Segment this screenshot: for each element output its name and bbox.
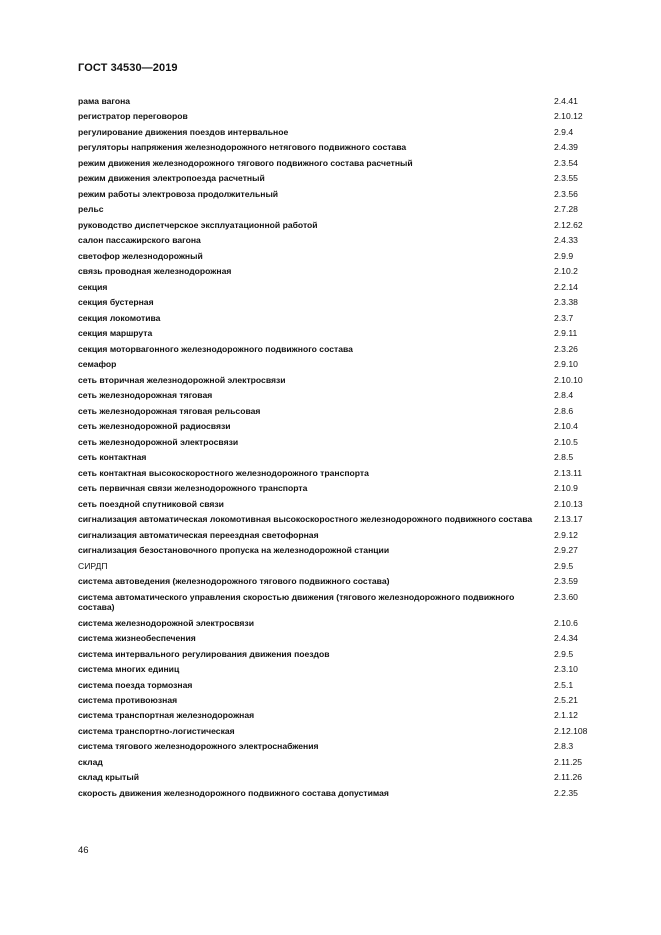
entry-term: секция xyxy=(78,281,108,292)
entry-term: система интервального регулирования движения поездов xyxy=(78,648,330,659)
index-entry xyxy=(78,710,598,721)
entry-term: сеть железнодорожная тяговая xyxy=(78,390,213,401)
entry-term: система противоюзная xyxy=(78,695,178,705)
index-entry xyxy=(78,649,598,660)
entry-term: секция маршрута xyxy=(78,328,153,339)
entry-term: сигнализация автоматическая переездная светофорная xyxy=(78,529,319,540)
index-entry xyxy=(78,483,598,494)
entry-term: система многих единиц xyxy=(78,664,180,675)
entry-reference: 2.4.33 xyxy=(554,235,578,246)
entry-term: сеть железнодорожной электросвязи xyxy=(78,436,239,447)
entry-reference: 2.9.9 xyxy=(554,250,574,261)
entry-reference: 2.2.35 xyxy=(554,787,578,798)
entry-term: сеть первичная связи железнодорожного транспорта xyxy=(78,483,308,494)
entry-reference: 2.1.12 xyxy=(554,710,578,721)
index-entry xyxy=(78,204,598,215)
index-entry xyxy=(78,530,598,541)
index-entry xyxy=(78,235,598,246)
entry-reference: 2.12.108 xyxy=(554,725,588,736)
entry-term: сеть контактная высокоскоростного железнодорожного транспорта xyxy=(78,467,369,478)
entry-reference: 2.7.28 xyxy=(554,204,578,215)
index-entry xyxy=(78,421,598,432)
entry-term: рельс xyxy=(78,204,104,215)
index-entry xyxy=(78,468,598,479)
entry-reference: 2.3.55 xyxy=(554,173,578,184)
index-entry xyxy=(78,726,598,737)
entry-reference: 2.13.11 xyxy=(554,467,583,478)
entry-reference: 2.9.11 xyxy=(554,328,578,339)
entry-term: регуляторы напряжения железнодорожного нетягового подвижного состава xyxy=(78,142,407,153)
entry-term: руководство диспетчерское эксплуатационной работой xyxy=(78,219,318,230)
entry-reference: 2.10.13 xyxy=(554,498,583,509)
index-entry xyxy=(78,282,598,293)
index-entry xyxy=(78,545,598,556)
entry-reference: 2.3.60 xyxy=(554,591,578,602)
index-entry xyxy=(78,111,598,122)
index-entry xyxy=(78,142,598,153)
entry-reference: 2.3.10 xyxy=(554,664,578,675)
entry-term: регистратор переговоров xyxy=(78,111,188,122)
entry-reference: 2.9.4 xyxy=(554,126,574,137)
entry-term: регулирование движения поездов интервальное xyxy=(78,126,289,137)
index-entry xyxy=(78,514,598,525)
entry-reference: 2.4.34 xyxy=(554,633,578,644)
entry-reference: 2.5.21 xyxy=(554,695,578,705)
entry-term: склад крытый xyxy=(78,772,139,783)
entry-reference: 2.8.3 xyxy=(554,741,574,752)
entry-term: система железнодорожной электросвязи xyxy=(78,617,254,628)
entry-reference: 2.8.5 xyxy=(554,452,574,463)
entry-term: сеть железнодорожная тяговая рельсовая xyxy=(78,405,261,416)
entry-term: склад xyxy=(78,756,103,767)
entry-reference: 2.9.12 xyxy=(554,529,578,540)
index-entry xyxy=(78,772,598,783)
entry-term: секция бустерная xyxy=(78,297,154,308)
index-entry xyxy=(78,297,598,308)
entry-reference: 2.9.5 xyxy=(554,648,574,659)
entry-term: система жизнеобеспечения xyxy=(78,633,196,644)
entry-term: сеть вторичная железнодорожной электросвязи xyxy=(78,374,286,385)
entry-term: связь проводная железнодорожная xyxy=(78,266,232,277)
entry-reference: 2.11.26 xyxy=(554,772,583,783)
entry-term: режим движения железнодорожного тягового подвижного состава расчетный xyxy=(78,157,413,168)
entry-reference: 2.10.4 xyxy=(554,421,578,432)
entry-reference: 2.3.7 xyxy=(554,312,574,323)
entry-term: сигнализация безостановочного пропуска на железнодорожной станции xyxy=(78,545,390,556)
index-entry xyxy=(78,251,598,262)
index-entry xyxy=(78,695,598,706)
entry-reference: 2.10.5 xyxy=(554,436,578,447)
index-entry xyxy=(78,189,598,200)
entry-reference: 2.10.2 xyxy=(554,266,578,277)
entry-term: семафор xyxy=(78,359,117,370)
entry-reference: 2.3.56 xyxy=(554,188,578,199)
entry-term: система транспортная железнодорожная xyxy=(78,710,255,721)
index-entry xyxy=(78,592,598,613)
entry-term: секция моторвагонного железнодорожного подвижного состава xyxy=(78,343,353,354)
entry-reference: 2.2.14 xyxy=(554,281,578,292)
entry-reference: 2.8.4 xyxy=(554,390,574,401)
index-entry xyxy=(78,757,598,768)
entry-term: система поезда тормозная xyxy=(78,679,193,690)
entry-reference: 2.3.26 xyxy=(554,343,578,354)
term-index-list xyxy=(78,96,598,803)
entry-reference: 2.10.10 xyxy=(554,374,583,385)
entry-reference: 2.3.38 xyxy=(554,297,578,308)
entry-reference: 2.13.17 xyxy=(554,514,583,525)
entry-reference: 2.3.54 xyxy=(554,157,578,168)
index-entry xyxy=(78,437,598,448)
index-entry xyxy=(78,266,598,277)
entry-term: система автоматического управления скоростью движения (тягового железнодорожного подвижного состава) xyxy=(78,591,515,613)
entry-term: скорость движения железнодорожного подвижного состава допустимая xyxy=(78,787,389,798)
entry-term: режим движения электропоезда расчетный xyxy=(78,173,265,184)
document-header: ГОСТ 34530—2019 xyxy=(78,62,178,74)
entry-term: сеть поездной спутниковой связи xyxy=(78,498,224,509)
index-entry xyxy=(78,680,598,691)
index-entry xyxy=(78,664,598,675)
index-entry xyxy=(78,173,598,184)
index-entry xyxy=(78,375,598,386)
entry-term: сеть железнодорожной радиосвязи xyxy=(78,421,231,432)
index-entry xyxy=(78,390,598,401)
entry-reference: 2.10.6 xyxy=(554,617,578,628)
entry-term: секция локомотива xyxy=(78,312,161,323)
index-entry xyxy=(78,499,598,510)
entry-term: система тягового железнодорожного электроснабжения xyxy=(78,741,319,752)
index-entry xyxy=(78,633,598,644)
entry-term: рама вагона xyxy=(78,96,131,106)
entry-term: сигнализация автоматическая локомотивная высокоскоростного железнодорожного подвижного состава xyxy=(78,514,533,525)
index-entry xyxy=(78,96,598,107)
entry-term: СИРДП xyxy=(78,560,108,571)
index-entry xyxy=(78,220,598,231)
entry-reference: 2.11.25 xyxy=(554,756,583,767)
index-entry xyxy=(78,158,598,169)
entry-term: режим работы электровоза продолжительный xyxy=(78,188,279,199)
index-entry xyxy=(78,328,598,339)
index-entry xyxy=(78,576,598,587)
entry-term: система автоведения (железнодорожного тягового подвижного состава) xyxy=(78,576,390,587)
entry-reference: 2.9.27 xyxy=(554,545,578,556)
page-number: 46 xyxy=(78,845,89,856)
index-entry xyxy=(78,127,598,138)
index-entry xyxy=(78,741,598,752)
entry-reference: 2.3.59 xyxy=(554,576,578,587)
entry-reference: 2.10.12 xyxy=(554,111,583,122)
entry-term: светофор железнодорожный xyxy=(78,250,203,261)
entry-reference: 2.4.39 xyxy=(554,142,578,153)
entry-reference: 2.9.10 xyxy=(554,359,578,370)
entry-reference: 2.4.41 xyxy=(554,96,578,106)
index-entry xyxy=(78,618,598,629)
entry-term: салон пассажирского вагона xyxy=(78,235,201,246)
entry-reference: 2.10.9 xyxy=(554,483,578,494)
index-entry xyxy=(78,359,598,370)
index-entry xyxy=(78,788,598,799)
entry-term: система транспортно-логистическая xyxy=(78,725,235,736)
index-entry xyxy=(78,344,598,355)
index-entry xyxy=(78,452,598,463)
index-entry xyxy=(78,313,598,324)
entry-term: сеть контактная xyxy=(78,452,147,463)
index-entry xyxy=(78,406,598,417)
entry-reference: 2.5.1 xyxy=(554,679,574,690)
entry-reference: 2.9.5 xyxy=(554,560,574,571)
entry-reference: 2.8.6 xyxy=(554,405,574,416)
index-entry xyxy=(78,561,598,572)
entry-reference: 2.12.62 xyxy=(554,219,583,230)
